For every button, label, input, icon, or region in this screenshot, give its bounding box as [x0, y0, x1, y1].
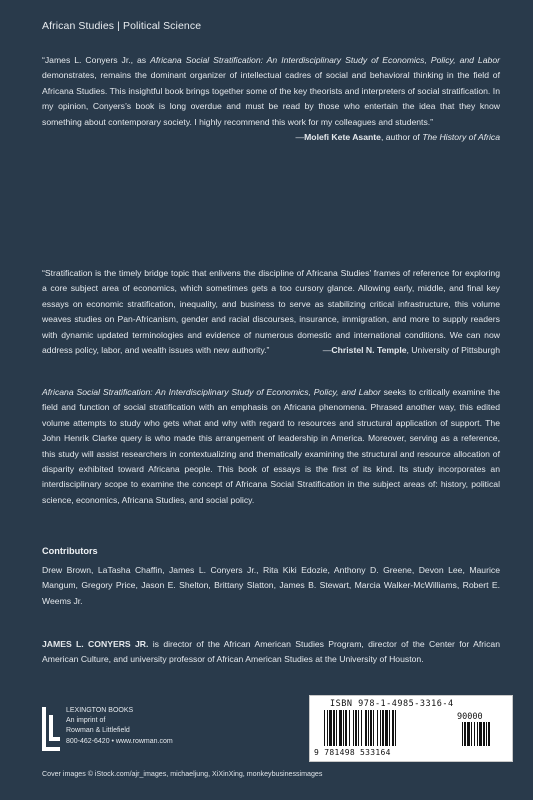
contributors-list: Drew Brown, LaTasha Chaffin, James L. Conyers Jr., Rita Kiki Edozie, Anthony D. Greene, Devon Lee, Maurice Mangum, Gregory Price, Jason E. Shelton, Brittany Slatton, James B. Stewart, Marcia Walker-McWilliams, Robert E. Weems Jr.: [42, 565, 500, 606]
publisher-name: LEXINGTON BOOKS: [66, 707, 134, 714]
endorsement-temple: [42, 266, 500, 358]
publisher-parent: Rowman & Littlefield: [66, 727, 130, 735]
quote-attribution: —Christel N. Temple, University of Pittsburgh: [322, 345, 500, 356]
endorser-name: Christel N. Temple: [331, 345, 407, 356]
author-name: JAMES L. CONYERS JR.: [42, 639, 149, 649]
publisher-contact: 800-462-6420 • www.rowman.com: [66, 737, 173, 745]
quote-text: “Stratification is the timely bridge topic that enlivens the discipline of Africana Studies’ frames of reference for exploring a core subject area of economics, which sometimes gets a too cursory glance. Allowing early, middle, and final key essays on economic stratification, inequality, and business to serve as stabilizing critical infrastructure, this volume weaves studies on Pan-Africanism, gender and racial discourses, insurance, immigration, and more to supply readers with dynamic updated terminologies and evidence of numerous domestic and international conditions. We can now address policy, labor, and wealth issues with new authority.”: [42, 268, 500, 356]
description-text: seeks to critically examine the field and function of social stratification with an emphasis on Africana phenomena. Phrased another way, this edited volume attempts to study who gets what and why with regard to resources and structural application of support. The John Henrik Clarke query is who made this arrangement of leadership in America. Moreover, serving as a reference, this study will assist researchers in contextualizing and thematically examining the structural and resource allocation of disparity exhibited toward Africana people. This book of essays is the first of its kind. Its study incorporates an interdisciplinary scope to examine the concept of Africana Social Stratification in the subject areas of: history, political science, economics, Africana Studies, and social policy.: [42, 387, 500, 505]
image-credits: Cover images © iStock.com/ajr_images, michaeljung, XiXinXing, monkeybusinessimages: [42, 770, 323, 778]
publisher-info: [66, 706, 173, 747]
book-title: Africana Social Stratification: An Interdisciplinary Study of Economics, Policy, and Labor: [42, 387, 381, 397]
ean-number: 9 781498 533164: [314, 748, 391, 757]
contributors-heading: Contributors: [42, 546, 98, 556]
publisher-imprint-line: An imprint of: [66, 717, 106, 725]
book-description: [42, 385, 500, 508]
endorser-book: The History of Africa: [422, 132, 500, 143]
quote-text: “James L. Conyers Jr., as: [42, 55, 151, 65]
publisher-logo-icon: [42, 707, 60, 751]
author-bio: [42, 637, 500, 668]
barcode: [309, 695, 513, 762]
quote-text: demonstrates, remains the dominant organizer of intellectual cadres of social and behavioral thinking in the field of Africana Studies. This insightful book brings together some of the key theorists and interpreters of social stratification. In my opinion, Conyers’s book is long overdue and must be read by those who entertain the idea that they know something about contemporary society. I highly recommend this work for my colleagues and students.”: [42, 70, 500, 127]
book-title: Africana Social Stratification: An Interdisciplinary Study of Economics, Policy, and Labor: [150, 55, 500, 65]
endorsement-asante: [42, 53, 500, 145]
quote-attribution: —Molefi Kete Asante, author of The History of Africa: [295, 132, 500, 143]
price-code: 90000: [457, 712, 483, 722]
endorser-name: Molefi Kete Asante: [304, 132, 381, 143]
isbn-text: ISBN 978-1-4985-3316-4: [330, 699, 454, 709]
bio-text: is director of the African American Studies Program, director of the Center for African American Culture, and university professor of African American Studies at the University of Houston.: [42, 639, 500, 665]
category-label: African Studies | Political Science: [42, 20, 202, 32]
